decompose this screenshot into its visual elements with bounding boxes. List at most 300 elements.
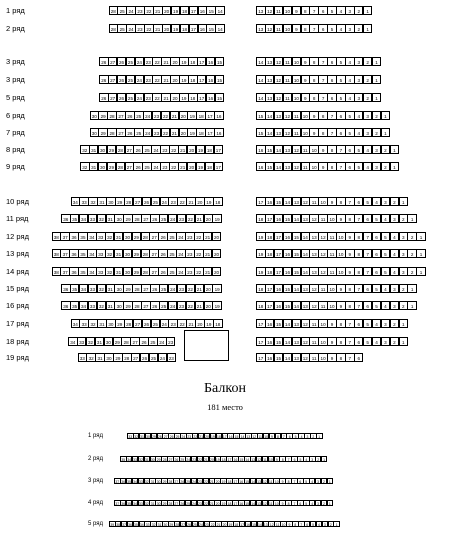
seat[interactable]: 9	[301, 93, 311, 102]
seat[interactable]: 36	[128, 523, 132, 527]
seat[interactable]: 10	[292, 57, 302, 66]
seat[interactable]: 26	[150, 284, 160, 293]
seat[interactable]: 26	[180, 502, 185, 506]
seat[interactable]: 24	[168, 301, 178, 310]
seat[interactable]: 33	[96, 232, 106, 241]
seat[interactable]: 28	[168, 502, 173, 506]
seat[interactable]: 8	[336, 197, 346, 206]
seat[interactable]: 6	[345, 145, 355, 154]
seat[interactable]: 15	[215, 93, 225, 102]
seat[interactable]: 1	[390, 162, 400, 171]
seat[interactable]: 27	[133, 197, 143, 206]
seat[interactable]: 18	[265, 249, 275, 258]
seat[interactable]: 12	[292, 162, 302, 171]
seat[interactable]: 20	[215, 502, 220, 506]
seat[interactable]: 27	[149, 232, 159, 241]
seat[interactable]: 13	[257, 502, 261, 506]
seat[interactable]: 13	[246, 435, 251, 439]
seat[interactable]: 19	[221, 502, 226, 506]
seat[interactable]: 4	[363, 162, 373, 171]
seat[interactable]: 2	[328, 521, 335, 527]
seat[interactable]: 36	[121, 480, 126, 484]
seat[interactable]: 6	[363, 301, 373, 310]
seat[interactable]: 27	[125, 145, 135, 154]
seat[interactable]: 5	[345, 128, 355, 137]
seat[interactable]: 26	[187, 523, 191, 527]
seat[interactable]: 23	[144, 93, 154, 102]
seat[interactable]: 8	[354, 267, 364, 276]
seat[interactable]: 29	[107, 162, 117, 171]
seat[interactable]: 23	[185, 249, 195, 258]
seat[interactable]: 25	[175, 435, 180, 439]
seat[interactable]: 12	[269, 523, 274, 527]
seat[interactable]: 5	[336, 57, 346, 66]
seat[interactable]: 4	[372, 319, 382, 328]
seat[interactable]: 28	[116, 162, 126, 171]
seat[interactable]: 11	[301, 162, 311, 171]
seat[interactable]: 34	[133, 480, 137, 484]
seat[interactable]: 12	[274, 93, 284, 102]
seat[interactable]: 8	[345, 301, 355, 310]
seat[interactable]: 9	[301, 75, 311, 84]
seat[interactable]: 32	[88, 197, 98, 206]
seat[interactable]: 10	[327, 284, 337, 293]
seat[interactable]: 8	[292, 521, 299, 527]
seat[interactable]: 31	[95, 353, 105, 362]
seat[interactable]: 7	[336, 162, 346, 171]
seat[interactable]: 37	[122, 523, 126, 527]
seat[interactable]: 35	[121, 458, 126, 462]
seat[interactable]: 8	[301, 24, 311, 33]
seat[interactable]: 10	[292, 75, 302, 84]
seat[interactable]: 8	[318, 111, 328, 120]
seat[interactable]: 1	[407, 301, 417, 310]
seat[interactable]: 27	[163, 435, 168, 439]
seat[interactable]: 5	[363, 337, 373, 346]
seat[interactable]: 34	[87, 249, 97, 258]
seat[interactable]: 6	[354, 337, 364, 346]
seat[interactable]: 25	[134, 111, 144, 120]
seat[interactable]: 21	[195, 301, 205, 310]
seat[interactable]: 30	[150, 458, 155, 462]
seat[interactable]: 24	[135, 75, 145, 84]
seat[interactable]: 5	[372, 284, 382, 293]
seat[interactable]: 2	[390, 337, 400, 346]
seat[interactable]: 21	[216, 523, 221, 527]
seat[interactable]: 12	[301, 337, 311, 346]
seat[interactable]: 5	[363, 197, 373, 206]
seat[interactable]: 4	[354, 111, 364, 120]
seat[interactable]: 28	[124, 197, 134, 206]
seat[interactable]: 19	[212, 214, 222, 223]
seat[interactable]: 22	[152, 93, 162, 102]
seat[interactable]: 6	[336, 111, 346, 120]
seat[interactable]: 16	[274, 284, 284, 293]
seat[interactable]: 35	[70, 214, 80, 223]
seat[interactable]: 15	[215, 75, 225, 84]
seat[interactable]: 19	[204, 319, 214, 328]
seat[interactable]: 6	[372, 249, 382, 258]
seat[interactable]: 2	[310, 433, 317, 439]
seat[interactable]: 2	[381, 145, 391, 154]
seat[interactable]: 36	[69, 232, 79, 241]
seat[interactable]: 15	[292, 232, 302, 241]
seat[interactable]: 25	[117, 24, 127, 33]
seat[interactable]: 30	[146, 435, 150, 439]
seat[interactable]: 25	[126, 93, 136, 102]
seat[interactable]: 7	[309, 6, 319, 15]
seat[interactable]: 20	[204, 284, 214, 293]
seat[interactable]: 17	[233, 480, 238, 484]
seat[interactable]: 6	[327, 75, 337, 84]
seat[interactable]: 26	[117, 93, 127, 102]
seat[interactable]: 21	[195, 214, 205, 223]
seat[interactable]: 15	[274, 337, 284, 346]
seat[interactable]: 9	[336, 214, 346, 223]
seat[interactable]: 16	[283, 267, 293, 276]
seat[interactable]: 30	[98, 145, 108, 154]
seat[interactable]: 10	[336, 232, 346, 241]
seat[interactable]: 33	[96, 249, 106, 258]
seat[interactable]: 2	[354, 6, 364, 15]
seat[interactable]: 7	[318, 93, 328, 102]
seat[interactable]: 15	[292, 249, 302, 258]
seat[interactable]: 14	[251, 502, 255, 506]
seat[interactable]: 6	[363, 214, 373, 223]
seat[interactable]: 29	[115, 319, 125, 328]
seat[interactable]: 28	[121, 337, 131, 346]
seat[interactable]: 20	[179, 111, 189, 120]
seat[interactable]: 17	[265, 301, 275, 310]
seat[interactable]: 35	[127, 502, 131, 506]
seat[interactable]: 23	[135, 24, 145, 33]
seat[interactable]: 4	[381, 284, 391, 293]
seat[interactable]: 24	[176, 249, 186, 258]
seat[interactable]: 4	[309, 500, 316, 506]
seat[interactable]: 3	[363, 111, 373, 120]
seat[interactable]: 31	[106, 301, 116, 310]
seat[interactable]: 23	[192, 458, 197, 462]
seat[interactable]: 24	[126, 24, 136, 33]
seat[interactable]: 33	[88, 284, 98, 293]
seat[interactable]: 27	[141, 214, 151, 223]
seat[interactable]: 17	[265, 284, 275, 293]
seat[interactable]: 27	[149, 267, 159, 276]
seat[interactable]: 23	[185, 267, 195, 276]
seat[interactable]: 30	[104, 337, 114, 346]
seat[interactable]: 6	[297, 478, 304, 484]
seat[interactable]: 31	[97, 319, 107, 328]
seat[interactable]: 2	[399, 284, 409, 293]
seat[interactable]: 10	[336, 267, 346, 276]
seat[interactable]: 13	[251, 458, 256, 462]
seat[interactable]: 5	[327, 24, 337, 33]
seat[interactable]: 28	[122, 353, 132, 362]
seat[interactable]: 31	[114, 232, 124, 241]
seat[interactable]: 28	[157, 435, 162, 439]
seat[interactable]: 10	[281, 523, 286, 527]
seat[interactable]: 10	[318, 337, 328, 346]
seat[interactable]: 8	[309, 93, 319, 102]
seat[interactable]: 28	[141, 249, 151, 258]
seat[interactable]: 27	[133, 319, 143, 328]
seat[interactable]: 21	[161, 57, 171, 66]
seat[interactable]: 1	[327, 500, 334, 506]
seat[interactable]: 37	[60, 249, 70, 258]
seat[interactable]: 4	[381, 214, 391, 223]
seat[interactable]: 22	[194, 249, 204, 258]
seat[interactable]: 19	[171, 24, 181, 33]
seat[interactable]: 12	[309, 301, 319, 310]
seat[interactable]: 8	[285, 478, 292, 484]
seat[interactable]: 7	[285, 456, 292, 462]
seat[interactable]: 8	[354, 249, 364, 258]
seat[interactable]: 18	[188, 75, 198, 84]
seat[interactable]: 9	[327, 319, 337, 328]
seat[interactable]: 25	[117, 6, 127, 15]
seat[interactable]: 28	[116, 145, 126, 154]
seat[interactable]: 12	[263, 502, 267, 506]
seat[interactable]: 12	[265, 6, 275, 15]
seat[interactable]: 21	[161, 75, 171, 84]
seat[interactable]: 4	[363, 145, 373, 154]
seat[interactable]: 4	[298, 433, 305, 439]
seat[interactable]: 6	[286, 433, 293, 439]
seat[interactable]: 20	[215, 480, 220, 484]
seat[interactable]: 24	[181, 435, 186, 439]
seat[interactable]: 11	[283, 75, 293, 84]
seat[interactable]: 32	[86, 353, 96, 362]
seat[interactable]: 27	[174, 502, 179, 506]
seat[interactable]: 14	[256, 93, 266, 102]
seat[interactable]: 3	[381, 197, 391, 206]
seat[interactable]: 9	[345, 267, 355, 276]
seat[interactable]: 13	[292, 197, 302, 206]
seat[interactable]: 9	[279, 478, 286, 484]
seat[interactable]: 21	[204, 458, 208, 462]
seat[interactable]: 7	[281, 433, 288, 439]
seat[interactable]: 2	[407, 249, 417, 258]
seat[interactable]: 25	[151, 319, 161, 328]
seat[interactable]: 24	[186, 458, 191, 462]
seat[interactable]: 16	[274, 214, 284, 223]
seat[interactable]: 23	[198, 480, 202, 484]
seat[interactable]: 25	[159, 301, 169, 310]
seat[interactable]: 31	[150, 480, 155, 484]
seat[interactable]: 29	[162, 502, 167, 506]
seat[interactable]: 34	[87, 267, 97, 276]
seat[interactable]: 13	[301, 284, 311, 293]
seat[interactable]: 26	[150, 214, 160, 223]
seat[interactable]: 15	[274, 197, 284, 206]
seat[interactable]: 21	[195, 284, 205, 293]
seat[interactable]: 7	[363, 267, 373, 276]
seat[interactable]: 26	[99, 57, 109, 66]
seat[interactable]: 12	[263, 480, 267, 484]
seat[interactable]: 2	[321, 500, 328, 506]
seat[interactable]: 13	[265, 93, 275, 102]
seat[interactable]: 33	[79, 319, 89, 328]
seat[interactable]: 11	[263, 458, 267, 462]
seat[interactable]: 1	[321, 456, 328, 462]
seat[interactable]: 32	[151, 523, 156, 527]
seat[interactable]: 2	[399, 301, 409, 310]
seat[interactable]: 18	[227, 502, 232, 506]
seat[interactable]: 25	[149, 353, 159, 362]
seat[interactable]: 17	[274, 249, 284, 258]
seat[interactable]: 8	[354, 232, 364, 241]
seat[interactable]: 22	[177, 319, 187, 328]
seat[interactable]: 22	[186, 214, 196, 223]
seat[interactable]: 4	[372, 197, 382, 206]
seat[interactable]: 38	[52, 267, 62, 276]
seat[interactable]: 28	[107, 128, 117, 137]
seat[interactable]: 20	[170, 93, 180, 102]
seat[interactable]: 16	[239, 502, 244, 506]
seat[interactable]: 2	[354, 24, 364, 33]
seat[interactable]: 19	[171, 6, 181, 15]
seat[interactable]: 21	[209, 502, 214, 506]
seat[interactable]: 26	[125, 111, 135, 120]
seat[interactable]: 23	[135, 6, 145, 15]
seat[interactable]: 16	[233, 458, 238, 462]
seat[interactable]: 14	[292, 214, 302, 223]
seat[interactable]: 17	[256, 353, 266, 362]
seat[interactable]: 24	[198, 523, 203, 527]
seat[interactable]: 22	[177, 197, 187, 206]
seat[interactable]: 12	[318, 232, 328, 241]
seat[interactable]: 8	[275, 433, 282, 439]
seat[interactable]: 6	[363, 284, 373, 293]
seat[interactable]: 33	[133, 458, 137, 462]
seat[interactable]: 23	[168, 319, 178, 328]
seat[interactable]: 7	[345, 353, 355, 362]
seat[interactable]: 5	[336, 75, 346, 84]
seat[interactable]: 16	[206, 75, 216, 84]
seat[interactable]: 26	[142, 197, 152, 206]
seat[interactable]: 35	[78, 232, 88, 241]
seat[interactable]: 23	[160, 162, 170, 171]
seat[interactable]: 6	[297, 500, 304, 506]
seat[interactable]: 10	[301, 128, 311, 137]
seat[interactable]: 22	[203, 502, 208, 506]
seat[interactable]: 11	[318, 214, 328, 223]
seat[interactable]: 7	[318, 57, 328, 66]
seat[interactable]: 11	[301, 145, 311, 154]
seat[interactable]: 17	[205, 111, 215, 120]
seat[interactable]: 18	[265, 232, 275, 241]
seat[interactable]: 4	[354, 128, 364, 137]
seat[interactable]: 8	[301, 6, 311, 15]
seat[interactable]: 18	[196, 111, 206, 120]
seat[interactable]: 13	[301, 301, 311, 310]
seat[interactable]: 25	[142, 145, 152, 154]
seat[interactable]: 24	[160, 197, 170, 206]
seat[interactable]: 19	[212, 284, 222, 293]
seat[interactable]: 10	[292, 93, 302, 102]
seat[interactable]: 29	[113, 337, 123, 346]
seat[interactable]: 15	[256, 111, 266, 120]
seat[interactable]: 7	[363, 232, 373, 241]
seat[interactable]: 26	[158, 267, 168, 276]
seat[interactable]: 13	[309, 249, 319, 258]
seat[interactable]: 32	[97, 284, 107, 293]
seat[interactable]: 21	[161, 93, 171, 102]
seat[interactable]: 10	[318, 197, 328, 206]
seat[interactable]: 3	[354, 75, 364, 84]
seat[interactable]: 15	[265, 162, 275, 171]
seat[interactable]: 25	[186, 502, 191, 506]
seat[interactable]: 22	[194, 267, 204, 276]
seat[interactable]: 24	[176, 232, 186, 241]
seat[interactable]: 9	[318, 145, 328, 154]
seat[interactable]: 16	[206, 93, 216, 102]
seat[interactable]: 10	[327, 301, 337, 310]
seat[interactable]: 13	[283, 162, 293, 171]
seat[interactable]: 32	[88, 319, 98, 328]
seat[interactable]: 25	[186, 480, 191, 484]
seat[interactable]: 35	[133, 523, 138, 527]
seat[interactable]: 6	[354, 319, 364, 328]
seat[interactable]: 32	[105, 267, 115, 276]
seat[interactable]: 26	[142, 319, 152, 328]
seat[interactable]: 9	[309, 128, 319, 137]
seat[interactable]: 11	[274, 24, 284, 33]
seat[interactable]: 31	[106, 284, 116, 293]
seat[interactable]: 26	[180, 480, 185, 484]
seat[interactable]: 3	[399, 267, 409, 276]
seat[interactable]: 13	[274, 111, 284, 120]
seat[interactable]: 29	[107, 145, 117, 154]
seat[interactable]: 20	[179, 128, 189, 137]
seat[interactable]: 11	[275, 523, 280, 527]
seat[interactable]: 16	[214, 111, 224, 120]
seat[interactable]: 25	[193, 523, 197, 527]
seat[interactable]: 31	[157, 523, 162, 527]
seat[interactable]: 18	[265, 267, 275, 276]
seat[interactable]: 3	[390, 284, 400, 293]
seat[interactable]: 5	[354, 162, 364, 171]
seat[interactable]: 28	[132, 214, 142, 223]
seat[interactable]: 1	[407, 214, 417, 223]
seat[interactable]: 3	[381, 337, 391, 346]
seat[interactable]: 28	[109, 24, 119, 33]
seat[interactable]: 17	[227, 458, 232, 462]
seat[interactable]: 3	[354, 57, 364, 66]
seat[interactable]: 12	[283, 111, 293, 120]
seat[interactable]: 14	[301, 267, 311, 276]
seat[interactable]: 8	[318, 128, 328, 137]
seat[interactable]: 21	[186, 319, 196, 328]
seat[interactable]: 3	[315, 478, 322, 484]
seat[interactable]: 38	[52, 249, 62, 258]
seat[interactable]: 13	[309, 267, 319, 276]
seat[interactable]: 20	[222, 523, 227, 527]
seat[interactable]: 14	[283, 319, 293, 328]
seat[interactable]: 33	[88, 214, 98, 223]
seat[interactable]: 11	[309, 197, 319, 206]
seat[interactable]: 30	[90, 128, 100, 137]
seat[interactable]: 26	[140, 353, 150, 362]
seat[interactable]: 35	[70, 284, 80, 293]
seat[interactable]: 15	[283, 284, 293, 293]
seat[interactable]: 24	[143, 128, 153, 137]
seat[interactable]: 15	[234, 435, 239, 439]
seat[interactable]: 9	[301, 57, 311, 66]
seat[interactable]: 10	[309, 162, 319, 171]
seat[interactable]: 13	[292, 337, 302, 346]
seat[interactable]: 4	[345, 57, 355, 66]
